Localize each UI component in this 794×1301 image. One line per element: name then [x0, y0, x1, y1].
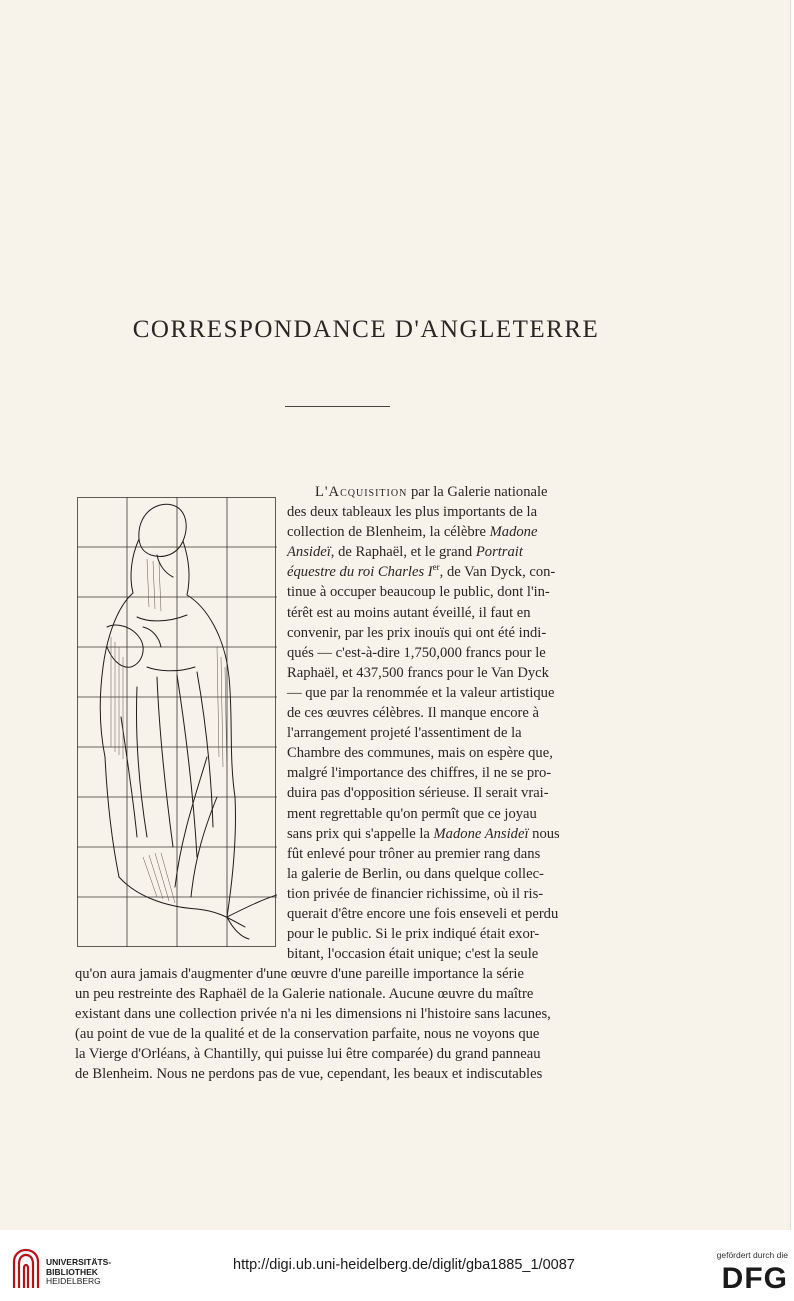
full-line-5: la Vierge d'Orléans, à Chantilly, qui puisse lui être comparée) du grand panneau — [75, 1046, 541, 1063]
library-name — [46, 1258, 111, 1287]
text-column-beside-figure — [287, 482, 611, 964]
full-line-2: un peu restreinte des Raphaël de la Galerie nationale. Aucune œuvre du maître — [75, 986, 534, 1003]
column-line-5: équestre du roi Charles Ier, de Van Dyck, con- — [287, 562, 556, 581]
funding-caption: gefördert durch die — [716, 1250, 788, 1260]
figure-drawing — [77, 497, 277, 947]
column-line-7: térêt est au moins autant éveillé, il faut en — [287, 604, 531, 621]
column-line-11: — que par la renommée et la valeur artistique — [287, 684, 555, 701]
ub-heidelberg-logo-icon[interactable] — [10, 1248, 42, 1292]
title-divider — [285, 406, 390, 407]
text-full-width — [75, 964, 611, 1085]
full-line-3: existant dans une collection privée n'a ni les dimensions ni l'histoire sans lacunes, — [75, 1006, 551, 1023]
column-line-16: duira pas d'opposition sérieuse. Il serait vrai- — [287, 785, 549, 802]
column-line-22: querait d'être encore une fois enseveli et perdu — [287, 905, 559, 922]
column-line-4: Ansideï, de Raphaël, et le grand Portrait — [287, 544, 523, 561]
full-line-6: de Blenheim. Nous ne perdons pas de vue, cependant, les beaux et indiscutables — [75, 1066, 543, 1083]
column-line-8: convenir, par les prix inouïs qui ont été indi- — [287, 624, 547, 641]
column-line-14: Chambre des communes, mais on espère que, — [287, 745, 553, 762]
column-line-18: sans prix qui s'appelle la Madone Ansideï nous — [287, 825, 560, 842]
column-line-6: tinue à occuper beaucoup le public, dont l'in- — [287, 584, 550, 601]
library-name-line-3: HEIDELBERG — [46, 1276, 101, 1286]
column-line-17: ment regrettable qu'on permît que ce joyau — [287, 805, 537, 822]
full-line-4: (au point de vue de la qualité et de la conservation parfaite, nous ne voyons que — [75, 1026, 540, 1043]
column-line-1: L'Acquisition par la Galerie nationale — [315, 484, 548, 500]
column-line-2: des deux tableaux les plus importants de la — [287, 504, 538, 521]
column-line-3: collection de Blenheim, la célèbre Madone — [287, 524, 538, 541]
column-line-24: bitant, l'occasion était unique; c'est la seule — [287, 946, 539, 963]
library-name-line-2: BIBLIOTHEK — [46, 1266, 98, 1277]
column-line-9: qués — c'est-à-dire 1,750,000 francs pour le — [287, 644, 546, 661]
permalink-url[interactable]: http://digi.ub.uni-heidelberg.de/diglit/gba1885_1/0087 — [233, 1257, 575, 1273]
article-title: CORRESPONDANCE D'ANGLETERRE — [132, 316, 600, 343]
library-name-line-1: UNIVERSITÄTS- — [46, 1257, 112, 1267]
engraving-figure — [77, 497, 277, 947]
dfg-logo-icon[interactable]: DFG — [721, 1262, 788, 1295]
column-line-13: l'arrangement projeté l'assentiment de la — [287, 725, 522, 742]
full-line-1: qu'on aura jamais d'augmenter d'une œuvre d'une pareille importance la série — [75, 966, 524, 982]
column-line-15: malgré l'importance des chiffres, il ne se pro- — [287, 765, 552, 782]
column-line-12: de ces œuvres célèbres. Il manque encore à — [287, 705, 540, 722]
column-line-23: pour le public. Si le prix indiqué était exor- — [287, 926, 540, 943]
column-line-20: la galerie de Berlin, ou dans quelque collec- — [287, 865, 544, 882]
column-line-19: fût enlevé pour trôner au premier rang dans — [287, 845, 541, 862]
column-line-10: Raphaël, et 437,500 francs pour le Van Dyck — [287, 664, 549, 681]
column-line-21: tion privée de financier richissime, où il ris- — [287, 885, 544, 902]
